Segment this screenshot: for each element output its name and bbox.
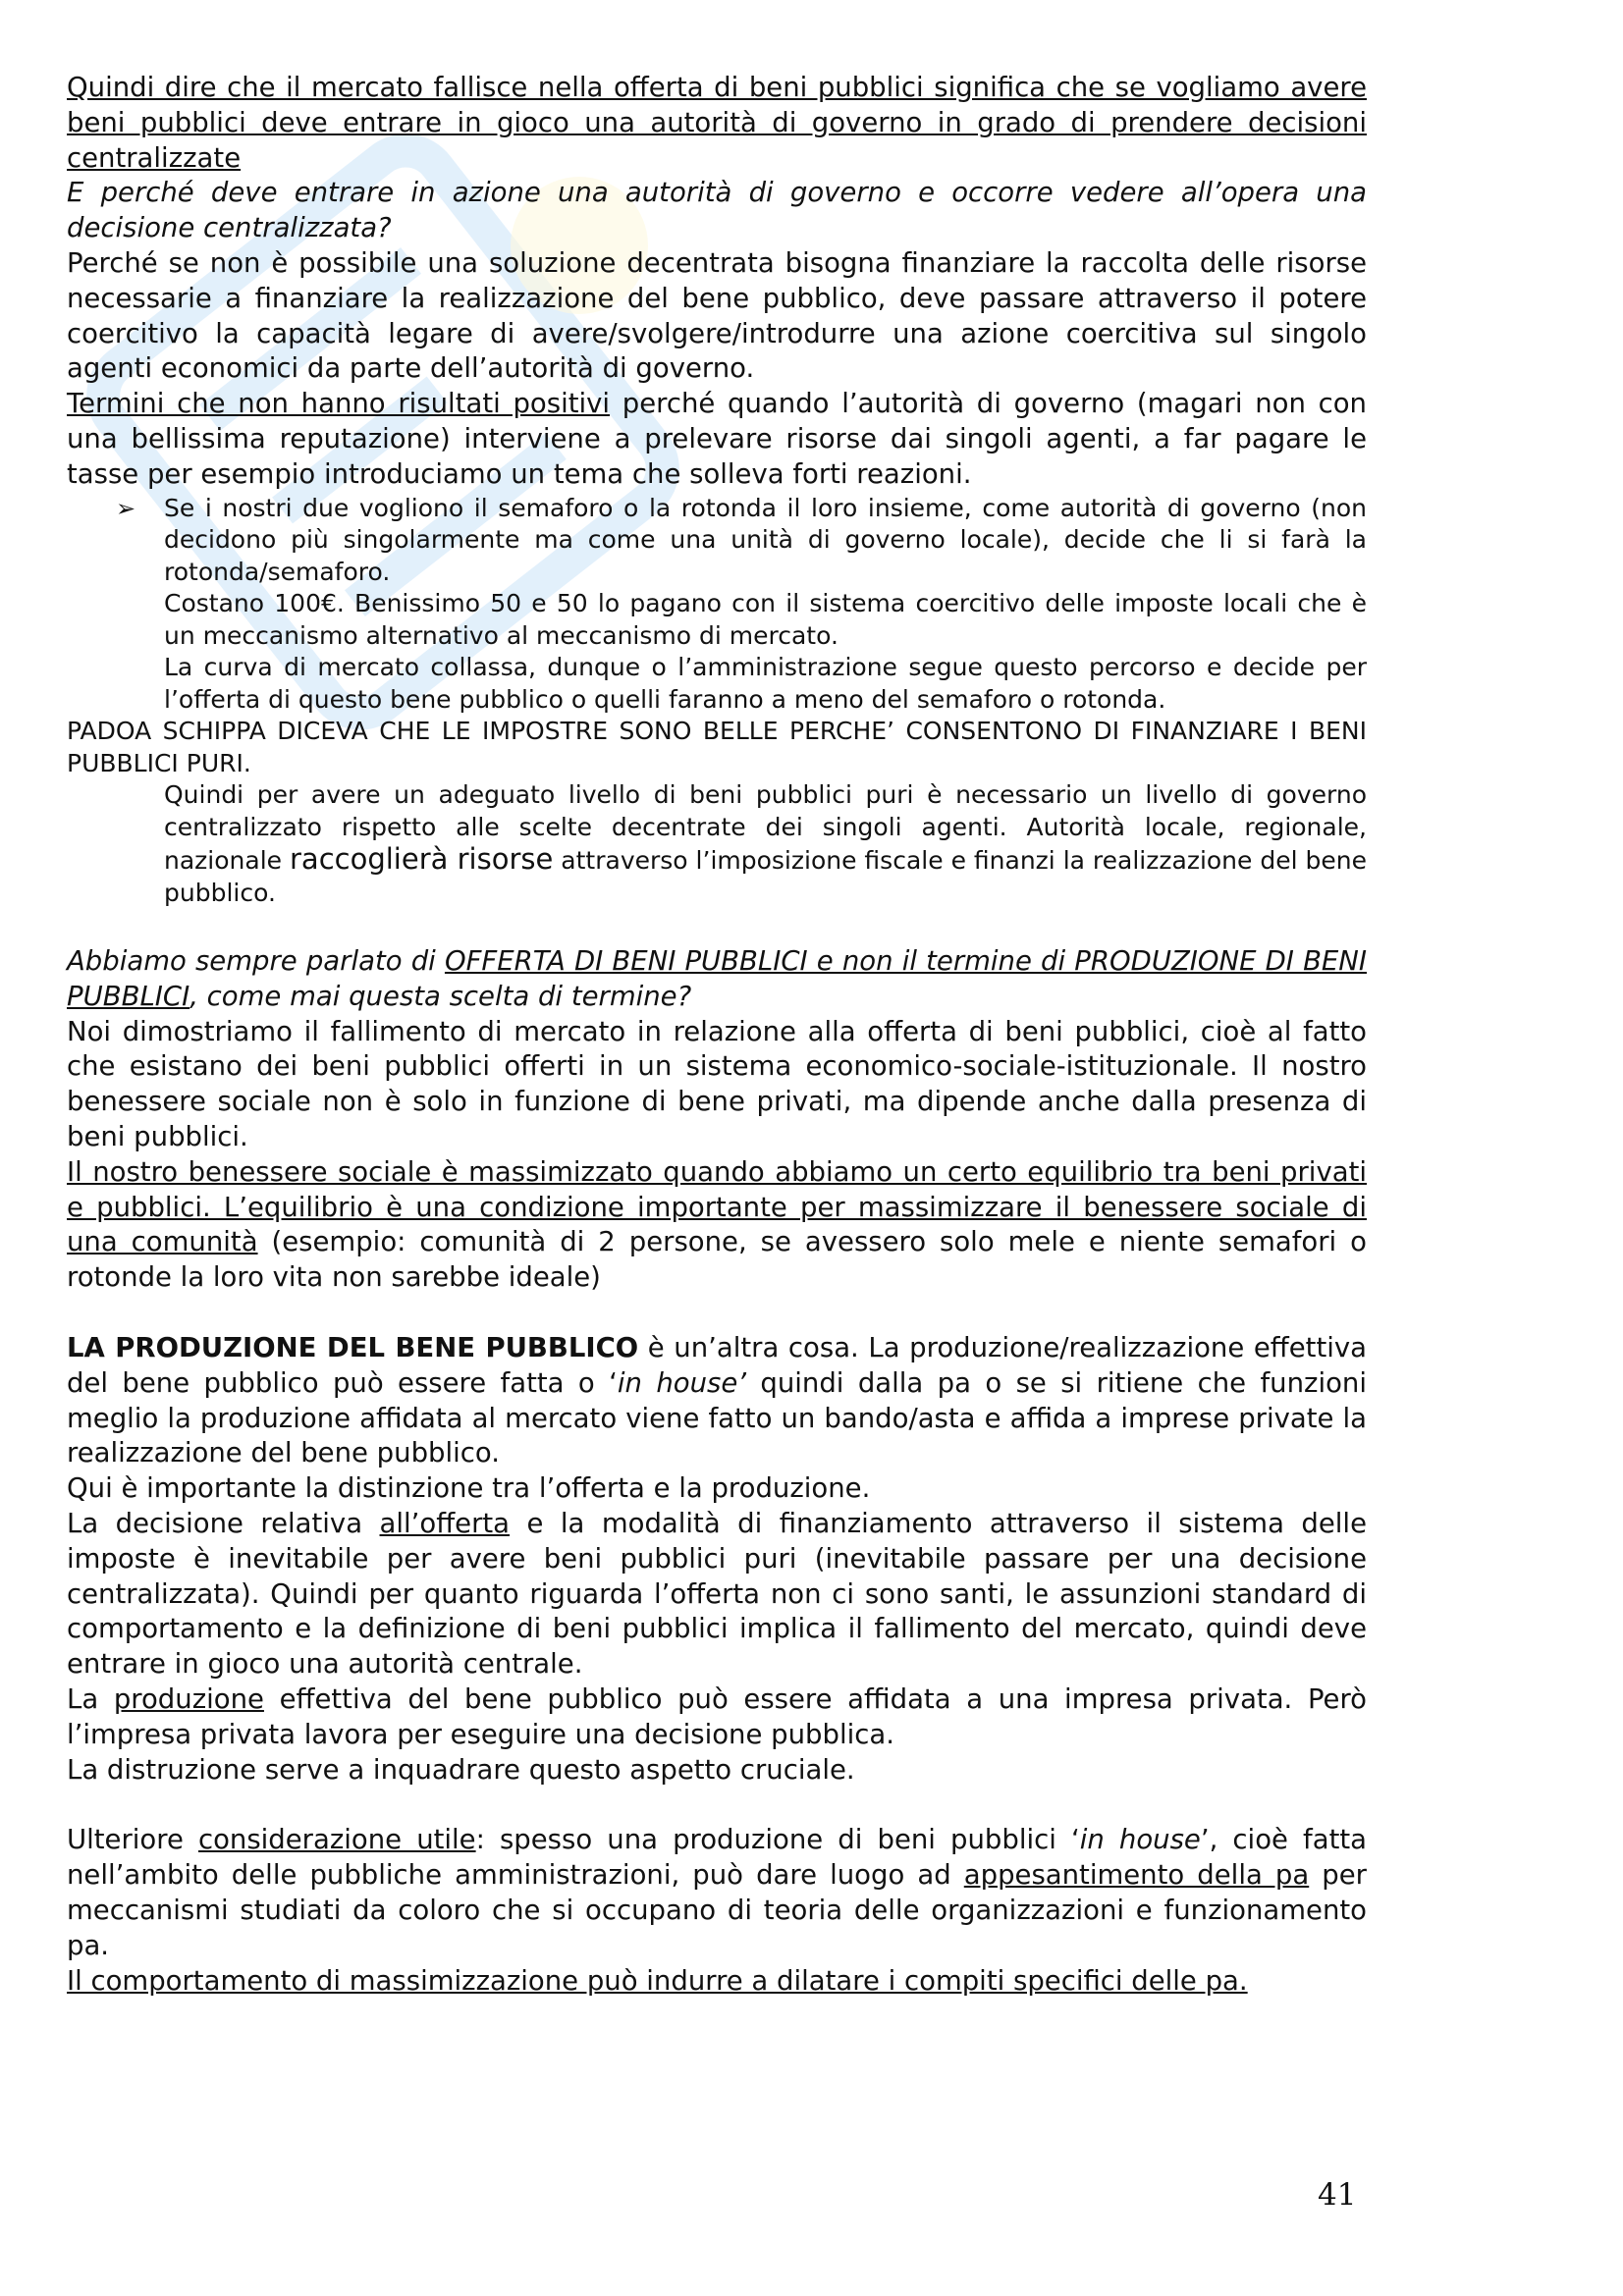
- paragraph-offerta-question: [67, 944, 1367, 1015]
- paragraph-coercitivo: [67, 246, 1367, 387]
- text: La: [67, 1683, 114, 1715]
- paragraph-massimizzazione: [67, 1964, 1367, 2000]
- paragraph-dimostriamo: [67, 1015, 1367, 1155]
- text: La decisione relativa: [67, 1508, 380, 1540]
- italic-underlined-text: OFFERTA DI BENI PUBBLICI e non il termine di PRODUZIONE DI BENI PUBBLICI: [67, 945, 1367, 1012]
- text: Perché se non è possibile una soluzione decentrata bisogna finanziare la raccolta delle risorse necessarie a finanziare la realizzazione del bene pubblico, deve passare attraverso il potere coercitivo la capacità legare di avere/svolgere/introdurre una azione coercitiva sul singolo agenti economici da parte dell’autorità di governo.: [67, 246, 1367, 385]
- underlined-text: Termini che non hanno risultati positivi: [67, 388, 611, 420]
- paragraph-quindi: [67, 779, 1367, 909]
- text: e la modalità di finanziamento attraverso il sistema delle imposte è inevitabile per avere beni pubblici puri (inevitabile passare per una decisione centralizzata). Quindi per quanto riguarda l’offerta non ci sono santi, le assunzioni standard di comportamento e la definizione di beni pubblici implica il fallimento del mercato, quindi deve entrare in gioco una autorità centrale.: [67, 1508, 1367, 1681]
- underlined-text: produzione: [113, 1683, 264, 1715]
- text-larger: raccoglierà risorse: [290, 842, 554, 877]
- spacer: [67, 1788, 1367, 1823]
- paragraph-termini: [67, 387, 1367, 492]
- paragraph-considerazione: [67, 1823, 1367, 1963]
- text: Qui è importante la distinzione tra l’offerta e la produzione.: [67, 1472, 871, 1505]
- page-number: 41: [1318, 2177, 1357, 2213]
- paragraph-produzione: [67, 1331, 1367, 1471]
- paragraph-question-governo: [67, 176, 1367, 246]
- text: (esempio: comunità di 2 persone, se avessero solo mele e niente semafori o rotonde la loro vita non sarebbe ideale): [67, 1226, 1367, 1294]
- bold-heading-text: LA PRODUZIONE DEL BENE PUBBLICO: [67, 1332, 639, 1364]
- underlined-text: Il comportamento di massimizzazione può indurre a dilatare i compiti specifici delle pa.: [67, 1964, 1248, 1997]
- italic-text: in house: [1079, 1824, 1201, 1856]
- bullet-text-2: Costano 100€. Benissimo 50 e 50 lo pagano con il sistema coercitivo delle imposte locali che è un meccanismo alternativo al meccanismo di mercato.: [164, 589, 1367, 650]
- paragraph-distruzione: [67, 1753, 1367, 1789]
- spacer: [67, 1296, 1367, 1331]
- paragraph-decisione-offerta: [67, 1507, 1367, 1682]
- italic-text: Abbiamo sempre parlato di: [67, 945, 445, 978]
- text: è un’altra cosa. La produzione/realizzazione effettiva del bene pubblico può essere fatta o ‘: [67, 1332, 1367, 1399]
- underlined-text: appesantimento della pa: [963, 1859, 1310, 1892]
- document-body: [67, 71, 1367, 1999]
- text: Ulteriore: [67, 1824, 198, 1856]
- italic-question: E perché deve entrare in azione una autorità di governo e occorre vedere all’opera una decisione centralizzata?: [67, 177, 1367, 244]
- text: : spesso una produzione di beni pubblici ‘: [475, 1824, 1080, 1856]
- italic-text: in house’: [617, 1366, 746, 1399]
- paragraph-benessere: [67, 1155, 1367, 1296]
- text: ’, cioè fatta nell’ambito delle pubbliche amministrazioni, può dare luogo ad: [67, 1824, 1367, 1892]
- underlined-text: Il nostro benessere sociale è massimizzato quando abbiamo un certo equilibrio tra beni privati e pubblici. L’equilibrio è una condizione importante per massimizzare il benessere sociale di una comunità: [67, 1155, 1367, 1258]
- underlined-text: considerazione utile: [197, 1824, 476, 1856]
- bullet-item: [67, 493, 1367, 717]
- paragraph-produzione-privata: [67, 1682, 1367, 1753]
- bullet-text-1: Se i nostri due vogliono il semaforo o la rotonda il loro insieme, come autorità di governo (non decidono più singolarmente ma come una unità di governo locale), decide che li si farà la rotonda/semaforo.: [164, 493, 1367, 586]
- underlined-text: all’offerta: [379, 1508, 511, 1540]
- bullet-text-3: La curva di mercato collassa, dunque o l’amministrazione segue questo percorso e decide per l’offerta di questo bene pubblico o quelli faranno a meno del semaforo o rotonda.: [164, 653, 1367, 714]
- text: La distruzione serve a inquadrare questo aspetto cruciale.: [67, 1753, 855, 1786]
- text: Noi dimostriamo il fallimento di mercato in relazione alla offerta di beni pubblici, cioè al fatto che esistano dei beni pubblici offerti in un sistema economico-sociale-istituzionale. Il nostro benessere sociale non è solo in funzione di bene privati, ma dipende anche dalla presenza di beni pubblici.: [67, 1015, 1367, 1153]
- text: effettiva del bene pubblico può essere affidata a una impresa privata. Però l’impresa privata lavora per eseguire una decisione pubblica.: [67, 1683, 1367, 1750]
- caps-text: PADOA SCHIPPA DICEVA CHE LE IMPOSTRE SONO BELLE PERCHE’ CONSENTONO DI FINANZIARE I BENI PUBBLICI PURI.: [67, 717, 1367, 777]
- paragraph-distinzione: [67, 1471, 1367, 1507]
- text: attraverso l’imposizione fiscale e finanzi la realizzazione del bene pubblico.: [164, 846, 1368, 907]
- italic-text: , come mai questa scelta di termine?: [189, 980, 692, 1012]
- text: quindi dalla pa o se si ritiene che funzioni meglio la produzione affidata al mercato viene fatto un bando/asta e affida a imprese private la realizzazione del bene pubblico.: [67, 1366, 1367, 1469]
- paragraph-padoa-schioppa: [67, 716, 1367, 779]
- underlined-text: Quindi dire che il mercato fallisce nella offerta di beni pubblici significa che se vogliamo avere beni pubblici deve entrare in gioco una autorità di governo in grado di prendere decisioni centralizzate: [67, 72, 1367, 174]
- text: per meccanismi studiati da coloro che si occupano di teoria delle organizzazioni e funzionamento pa.: [67, 1859, 1367, 1961]
- arrow-bullet-icon: ➢: [116, 494, 136, 522]
- paragraph-fallimento: [67, 71, 1367, 176]
- text: perché quando l’autorità di governo (magari non con una bellissima reputazione) interviene a prelevare risorse dai singoli agenti, a far pagare le tasse per esempio introduciamo un tema che solleva forti reazioni.: [67, 388, 1367, 490]
- text: Quindi per avere un adeguato livello di beni pubblici puri è necessario un livello di governo centralizzato rispetto alle scelte decentrate dei singoli agenti. Autorità locale, regionale, nazionale: [164, 780, 1367, 876]
- spacer: [67, 909, 1367, 944]
